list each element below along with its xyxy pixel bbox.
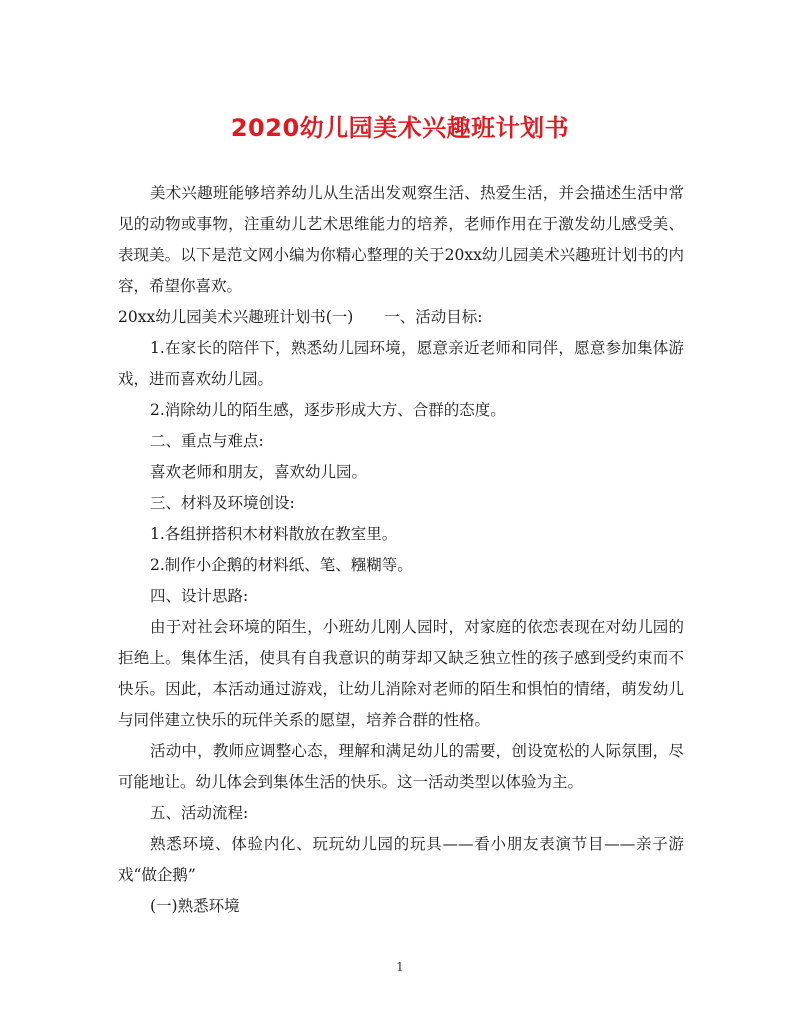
flow-paragraph: 熟悉环境、体验内化、玩玩幼儿园的玩具——看小朋友表演节目——亲子游戏“做企鹅”: [118, 835, 684, 884]
document-body: [118, 178, 684, 922]
section-plan-heading: 20xx幼儿园美术兴趣班计划书(一) 一、活动目标:: [118, 308, 483, 326]
materials-item-1: 1.各组拼搭积木材料散放在教室里。: [150, 525, 398, 543]
page-number: 1: [396, 960, 404, 974]
design-paragraph: 由于对社会环境的陌生，小班幼儿刚人园时，对家庭的依恋表现在对幼儿园的拒绝上。集体生活，使具有自我意识的萌芽却又缺乏独立性的孩子感到受约束而不快乐。因此，本活动通过游戏，让幼儿消除对老师的陌生和惧怕的情绪，萌发幼儿与同伴建立快乐的玩伴关系的愿望，培养合群的性格。: [118, 618, 684, 729]
intro-paragraph: 美术兴趣班能够培养幼儿从生活出发观察生活、热爱生活，并会描述生活中常见的动物或事物，注重幼儿艺术思维能力的培养，老师作用在于激发幼儿感受美、表现美。以下是范文网小编为你精心整理的关于20xx幼儿园美术兴趣班计划书的内容，希望你喜欢。: [118, 184, 684, 295]
activity-paragraph: 活动中，教师应调整心态，理解和满足幼儿的需要，创设宽松的人际氛围，尽可能地让。幼儿体会到集体生活的快乐。这一活动类型以体验为主。: [118, 742, 684, 791]
goal-item-2: 2.消除幼儿的陌生感，逐步形成大方、合群的态度。: [150, 401, 506, 419]
design-heading: 四、设计思路:: [150, 587, 249, 605]
goal-item-1: 1.在家长的陪伴下，熟悉幼儿园环境，愿意亲近老师和同伴，愿意参加集体游戏，进而喜欢幼儿园。: [118, 339, 684, 388]
materials-item-2: 2.制作小企鹅的材料纸、笔、糨糊等。: [150, 556, 413, 574]
step-1-heading: (一)熟悉环境: [150, 897, 240, 915]
materials-heading: 三、材料及环境创设:: [150, 494, 295, 512]
document-title: 2020幼儿园美术兴趣班计划书: [230, 114, 570, 142]
key-points-heading: 二、重点与难点:: [150, 432, 264, 450]
flow-heading: 五、活动流程:: [150, 804, 249, 822]
key-points-text: 喜欢老师和朋友，喜欢幼儿园。: [150, 463, 368, 481]
